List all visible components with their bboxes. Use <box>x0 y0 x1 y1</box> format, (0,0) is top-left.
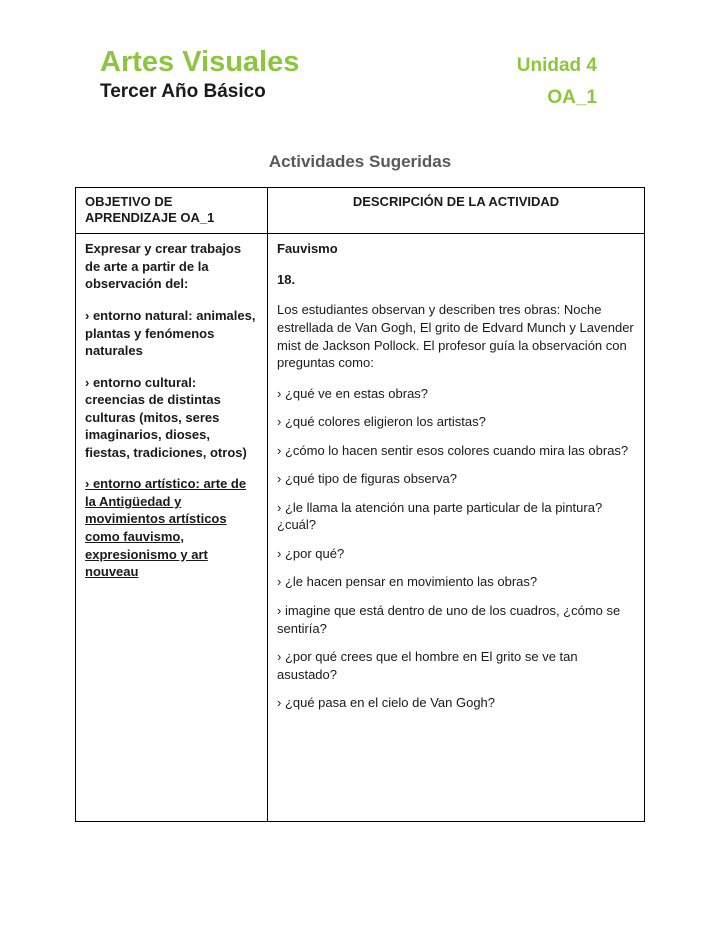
course-title: Artes Visuales <box>100 46 300 78</box>
activity-question: › ¿cómo lo hacen sentir esos colores cuando mira las obras? <box>277 442 629 458</box>
objective-intro: Expresar y crear trabajos de arte a partir de la observación del: <box>85 241 242 292</box>
activity-question: › ¿por qué crees que el hombre en El grito se ve tan asustado? <box>277 649 578 682</box>
activity-question: › imagine que está dentro de uno de los cuadros, ¿cómo se sentiría? <box>277 603 621 636</box>
unit-label: Unidad 4 <box>516 55 597 76</box>
activity-question: › ¿qué colores eligieron los artistas? <box>277 414 486 430</box>
activity-question: › ¿qué ve en estas obras? <box>277 385 429 401</box>
activity-heading: Fauvismo <box>277 241 338 257</box>
objective-item: › entorno artístico: arte de la Antigüedad y movimientos artísticos como fauvismo, expresionismo y art nouveau <box>85 476 247 580</box>
objective-column-header: OBJETIVO DE APRENDIZAJE OA_1 <box>76 187 268 234</box>
activity-question: › ¿qué tipo de figuras observa? <box>277 471 457 487</box>
activity-question: › ¿le llama la atención una parte particular de la pintura? ¿cuál? <box>277 499 603 533</box>
table-header-row <box>76 187 645 234</box>
objective-item: › entorno cultural: creencias de distintas culturas (mitos, seres imaginarios, dioses, fiestas, tradiciones, otros) <box>85 374 247 460</box>
header-left <box>100 46 299 104</box>
objective-item: › entorno natural: animales, plantas y fenómenos naturales <box>85 308 256 359</box>
activity-question: › ¿le hacen pensar en movimiento las obras? <box>277 574 538 590</box>
description-column-header: DESCRIPCIÓN DE LA ACTIVIDAD <box>268 187 645 234</box>
activity-question: › ¿por qué? <box>277 545 345 561</box>
document-header <box>100 46 597 110</box>
activities-table <box>75 187 645 823</box>
table-body-row <box>76 234 645 822</box>
activity-question: › ¿qué pasa en el cielo de Van Gogh? <box>277 695 496 711</box>
grade-level: Tercer Año Básico <box>100 81 266 103</box>
section-title: Actividades Sugeridas <box>268 151 452 171</box>
objective-cell <box>76 234 268 822</box>
activity-intro: Los estudiantes observan y describen tres obras: Noche estrellada de Van Gogh, El grito de Edvard Munch y Lavender mist de Jackson Pollock. El profesor guía la observación con preguntas como: <box>277 302 634 371</box>
activity-number: 18. <box>277 271 296 287</box>
header-right <box>517 46 597 110</box>
description-cell <box>268 234 645 822</box>
oa-label: OA_1 <box>547 86 597 108</box>
